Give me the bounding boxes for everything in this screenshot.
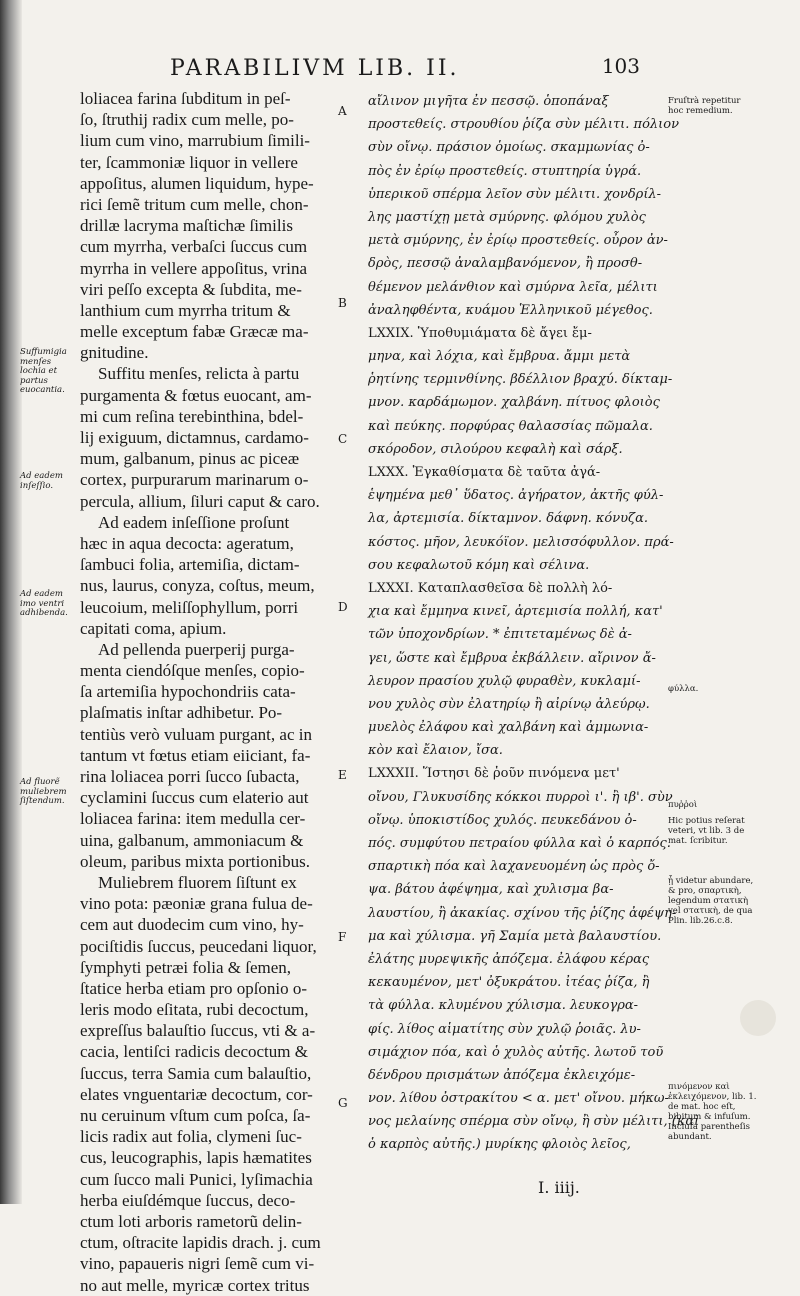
greek-line: σκόροδον, σιλούρου κεφαλὴ καὶ σάρξ. [368, 441, 623, 457]
latin-line: rici ſemẽ tritum cum melle, chon- [80, 194, 309, 214]
latin-line: cum ſucco mali Punici, lyſimachia [80, 1169, 313, 1189]
greek-line: δένδρου πρισμάτων ἀπόζεμα ἐκλειχόμε- [368, 1067, 636, 1083]
greek-line: οἴνου, Γλυκυσίδης κόκκοι πυρροὶ ι'. ἢ ιβ'. σὺν [368, 789, 673, 805]
latin-line: ſambuci folia, artemiſia, dictam- [80, 555, 300, 575]
latin-line: ſuccus, terra Samia cum balauſtio, [80, 1063, 312, 1083]
margin-note-right: φύλλα. [668, 684, 699, 694]
latin-line: gnitudine. [80, 343, 149, 363]
section-letter: D [338, 600, 348, 614]
latin-line: percula, allium, ſiluri caput & caro. [80, 491, 320, 511]
latin-line: Ad pellenda puerperij purga- [98, 639, 295, 659]
latin-line: cem aut duodecim cum vino, hy- [80, 915, 304, 935]
greek-line: νος μελαίνης σπέρμα σὺν οἴνῳ, ἢ σὺν μέλιτι, (καὶ [368, 1114, 700, 1130]
latin-line: capitati coma, apium. [80, 618, 227, 638]
latin-line: lium cum vino, marrubium ſimili- [80, 131, 310, 151]
latin-line: loliacea farina: item medulla cer- [80, 809, 306, 829]
latin-line: tentiùs verò vuluam purgant, ac in [80, 724, 312, 744]
latin-line: cortex, purpurarum marinarum o- [80, 470, 309, 490]
greek-line: σου κεφαλωτοῦ κόμη καὶ σέλινα. [368, 557, 590, 573]
greek-line: λευρον πρασίου χυλῷ φυραθὲν, κυκλαμί- [368, 673, 641, 689]
greek-line: θέμενον μελάνθιον καὶ σμύρνα λεῖα, μέλιτι [368, 279, 658, 295]
greek-line: καὶ πεύκης. πορφύρας θαλασσίας πῶμαλα. [368, 418, 653, 434]
greek-line: κὸν καὶ ἔλαιον, ἴσα. [368, 743, 503, 759]
greek-line: μνον. καρδάμωμον. χαλβάνη. πίτυος φλοιὸς [368, 395, 660, 411]
binding-gutter [0, 0, 22, 1204]
latin-line: elates vnguentariæ decoctum, cor- [80, 1084, 313, 1104]
greek-line: ῥητίνης τερμινθίνης. βδέλλιον βραχύ. δίκταμ- [368, 372, 673, 388]
section-letter: B [338, 296, 347, 310]
greek-line: ὁ καρπὸς αὐτῆς.) μυρίκης φλοιὸς λεῖος, [368, 1137, 631, 1153]
greek-line: μηνα, καὶ λόχια, καὶ ἔμβρυα. ἄμμι μετὰ [368, 349, 631, 365]
greek-chapter-head: LXXXI. Καταπλασθεῖσα δὲ πολλὴ λό- [368, 580, 613, 596]
greek-line: μυελὸς ἐλάφου καὶ χαλβάνη καὶ ἀμμωνια- [368, 720, 649, 736]
latin-line: expreſſus balauſtio ſuccus, vti & a- [80, 1021, 316, 1041]
latin-line: ter, ſcammoniæ liquor in vellere [80, 152, 298, 172]
greek-line: ψα. βάτου ἀφέψημα, καὶ χυλισμα βα- [368, 882, 614, 898]
latin-line: no aut melle, myricæ cortex tritus [80, 1275, 310, 1295]
margin-note-left: Ad eadem inſeſſio. [20, 471, 63, 491]
greek-line: κόστος. μῆον, λευκόϊον. μελισσόφυλλον. πρά- [368, 534, 674, 550]
greek-line: φίς. λίθος αἱματίτης σὺν χυλῷ ῥοιᾶς. λυ- [368, 1021, 641, 1037]
latin-line: cacia, lentiſci radicis decoctum & [80, 1042, 308, 1062]
greek-line: δρὸς, πεσσῷ ἀναλαμβανόμενον, ἢ προσθ- [368, 256, 643, 272]
latin-line: cum myrrha, verbaſci ſuccus cum [80, 237, 308, 257]
margin-note-right: ᾗ videtur abundare, & pro, σπαρτικὴ, legendum στατικὴ vel στατικὴ, de qua Plin. lib.26.c.8. [668, 876, 754, 926]
paper-stain [740, 1000, 776, 1036]
greek-chapter-head: LXXIX. Ὑποθυμιάματα δὲ ἄγει ἔμ- [368, 325, 592, 341]
greek-chapter-head: LXXXII. Ἵστησι δὲ ῥοῦν πινόμενα μετ' [368, 766, 620, 782]
section-letter: F [338, 930, 347, 944]
running-title: PARABILIVM LIB. II. [170, 56, 460, 81]
greek-line: πός. συμφύτου πετραίου φύλλα καὶ ὁ καρπός. [368, 836, 671, 851]
greek-line: ἀναληφθέντα, κυάμου Ἑλληνικοῦ μέγεθος. [368, 302, 653, 318]
latin-line: ctum loti arboris rametorũ delin- [80, 1211, 302, 1231]
greek-line: μα καὶ χύλισμα. γῆ Σαμία μετὰ βαλαυστίου. [368, 928, 662, 944]
latin-line: licis radix aut folia, clymeni ſuc- [80, 1127, 302, 1147]
latin-line: myrrha in vellere appoſitus, vrina [80, 258, 308, 278]
latin-line: cus, leucographis, lapis hæmatites [80, 1148, 312, 1168]
greek-line: πὸς ἐν ἐρίῳ προστεθείς. στυπτηρία ὑγρά. [368, 163, 642, 179]
running-head [170, 56, 640, 82]
latin-line: pociſtidis ſuccus, peucedani liquor, [80, 936, 317, 956]
latin-line: menta ciendóſque menſes, copio- [80, 661, 305, 681]
latin-line: appoſitus, alumen liquidum, hype- [80, 173, 314, 193]
latin-line: tantum vt fœtus etiam eiiciant, fa- [80, 745, 311, 765]
latin-line: rina loliacea porri ſucco ſubacta, [80, 767, 300, 786]
margin-note-left: Ad eadem imo ventri adhibenda. [20, 589, 68, 618]
latin-line: hæc in aqua decocta: ageratum, [80, 533, 294, 553]
margin-note-right: Fruſtrà repetitur hoc remedium. [668, 96, 741, 116]
latin-column [80, 88, 342, 1296]
margin-note-left: Suffumigia menſes lochia et partus euocantia. [20, 347, 67, 395]
greek-line: τὰ φύλλα. κλυμένου χύλισμα. λευκογρα- [368, 998, 639, 1014]
greek-line: ὑπερικοῦ σπέρμα λεῖον σὺν μέλιτι. χονδρίλ- [368, 186, 662, 202]
latin-line: Muliebrem fluorem ſiſtunt ex [98, 872, 297, 892]
latin-line: lij exiguum, dictamnus, cardamo- [80, 428, 309, 447]
latin-line: melle exceptum fabæ Græcæ ma- [80, 322, 309, 342]
latin-line: leris modo eſitata, rubi decoctum, [80, 1000, 309, 1020]
greek-chapter-head: LXXX. Ἐγκαθίσματα δὲ ταῦτα ἀγά- [368, 465, 601, 480]
latin-line: vino, papaueris nigri ſemẽ cum vi- [80, 1254, 315, 1274]
greek-line: αἴλινον μιγῆτα ἐν πεσσῷ. ὁποπάναξ [368, 94, 609, 109]
latin-line: loliacea farina ſubditum in peſ- [80, 89, 291, 108]
latin-line: ſo, ſtruthij radix cum melle, po- [80, 110, 294, 130]
page-number: 103 [601, 54, 640, 78]
latin-line: vino pota: pæoniæ grana fulua de- [80, 894, 313, 914]
greek-line: οἴνῳ. ὑποκιστίδος χυλός. πευκεδάνου ὀ- [368, 812, 637, 828]
latin-line: ctum, oſtracite lapidis drach. j. cum [80, 1233, 321, 1253]
greek-line: σιμάχιον πόα, καὶ ὁ χυλὸς αὐτῆς. λωτοῦ τοῦ [368, 1044, 664, 1060]
latin-line: purgamenta & fœtus euocant, am- [80, 385, 312, 405]
greek-line: νον. λίθου ὀστρακίτου < α. μετ' οἴνου. μήκω- [368, 1091, 669, 1107]
latin-line: Ad eadem inſeſſione proſunt [98, 512, 290, 532]
latin-line: viri peſſo excepta & ſubdita, me- [80, 279, 302, 299]
latin-line: plaſmatis inſtar adhibetur. Po- [80, 703, 283, 723]
latin-line: nu ceruinum vſtum cum poſca, ſa- [80, 1106, 311, 1125]
section-letter: C [338, 432, 348, 446]
section-letter: A [338, 104, 347, 118]
greek-line: γει, ὥστε καὶ ἔμβρυα ἐκβάλλειν. αἴρινον ἄ- [368, 650, 656, 666]
latin-line: ſtatice herba etiam pro opſonio o- [80, 978, 308, 998]
latin-line: lanthium cum myrrha tritum & [80, 300, 291, 320]
margin-note-right: πυῤῥοὶ [668, 800, 698, 810]
greek-line: λαυστίου, ἢ ἀκακίας. σχίνου τῆς ῥίζης ἀφέψη- [368, 905, 677, 921]
section-letter: G [338, 1096, 348, 1110]
latin-line: herba eiuſdémque ſuccus, deco- [80, 1190, 296, 1210]
latin-line: leucoium, meliſſophyllum, porri [80, 597, 299, 617]
latin-line: nus, laurus, conyza, coſtus, meum, [80, 576, 315, 596]
greek-line: λης μαστίχῃ μετὰ σμύρνης. φλόμου χυλὸς [368, 209, 646, 225]
section-letter: E [338, 768, 347, 782]
latin-line: ſa artemiſia hypochondriis cata- [80, 682, 296, 702]
greek-line: νου χυλὸς σὺν ἐλατηρίῳ ἢ αἰρίνῳ ἀλεύρῳ. [368, 696, 650, 712]
latin-line: mum, galbanum, pinus ac piceæ [80, 449, 300, 469]
latin-line: ſymphyti petræi folia & ſemen, [80, 957, 292, 977]
greek-line: ἑψημένα μεθ᾿ ὕδατος. ἀγήρατον, ἀκτῆς φύλ- [368, 488, 664, 504]
latin-line: oleum, paribus mixta portionibus. [80, 851, 310, 871]
greek-line: μετὰ σμύρνης, ἐν ἐρίῳ προστεθείς. οὖρον ἀν- [368, 233, 668, 249]
latin-line: drillæ lacryma maſtichæ ſimilis [80, 216, 293, 236]
greek-line: σπαρτικὴ πόα καὶ λαχανευομένη ὡς πρὸς ὄ- [368, 859, 660, 875]
greek-line: ἐλάτης μυρεψικῆς ἀπόζεμα. ἐλάφου κέρας [368, 951, 650, 967]
latin-line: uina, galbanum, ammoniacum & [80, 830, 304, 850]
greek-line: λα, ἀρτεμισία. δίκταμνον. δάφνη. κόνυζα. [368, 511, 648, 527]
margin-note-left: Ad fluorẽ muliebrem ſiſtendum. [20, 777, 67, 806]
latin-line: mi cum reſina terebinthina, bdel- [80, 406, 304, 426]
latin-line: Suffitu menſes, relicta à partu [98, 364, 300, 384]
latin-line: cyclamini ſuccus cum elaterio aut [80, 788, 309, 808]
greek-line: κεκαυμένον, μετ' ὀξυκράτου. ἰτέας ῥίζα, ἢ [368, 975, 650, 991]
greek-line: χια καὶ ἔμμηνα κινεῖ, ἀρτεμισία πολλή, κατ' [368, 604, 663, 620]
greek-line: σὺν οἴνῳ. πράσιον ὁμοίως. σκαμμωνίας ὀ- [368, 140, 650, 156]
greek-line: τῶν ὑποχονδρίων. * ἐπιτεταμένως δὲ ἀ- [368, 627, 632, 643]
greek-line: προστεθείς. στρουθίου ῥίζα σὺν μέλιτι. πόλιον [368, 117, 679, 133]
signature-mark: I. iiij. [538, 1178, 580, 1197]
margin-note-right: Hic potius reſerat veteri, vt lib. 3 de mat. ſcribitur. [668, 816, 745, 846]
margin-note-right: πινόμενον καὶ ἐκλειχόμενον, lib. 1. de mat. hoc eſt, bibitum & infuſum. Incluſa parentheſis abundant. [668, 1082, 757, 1142]
